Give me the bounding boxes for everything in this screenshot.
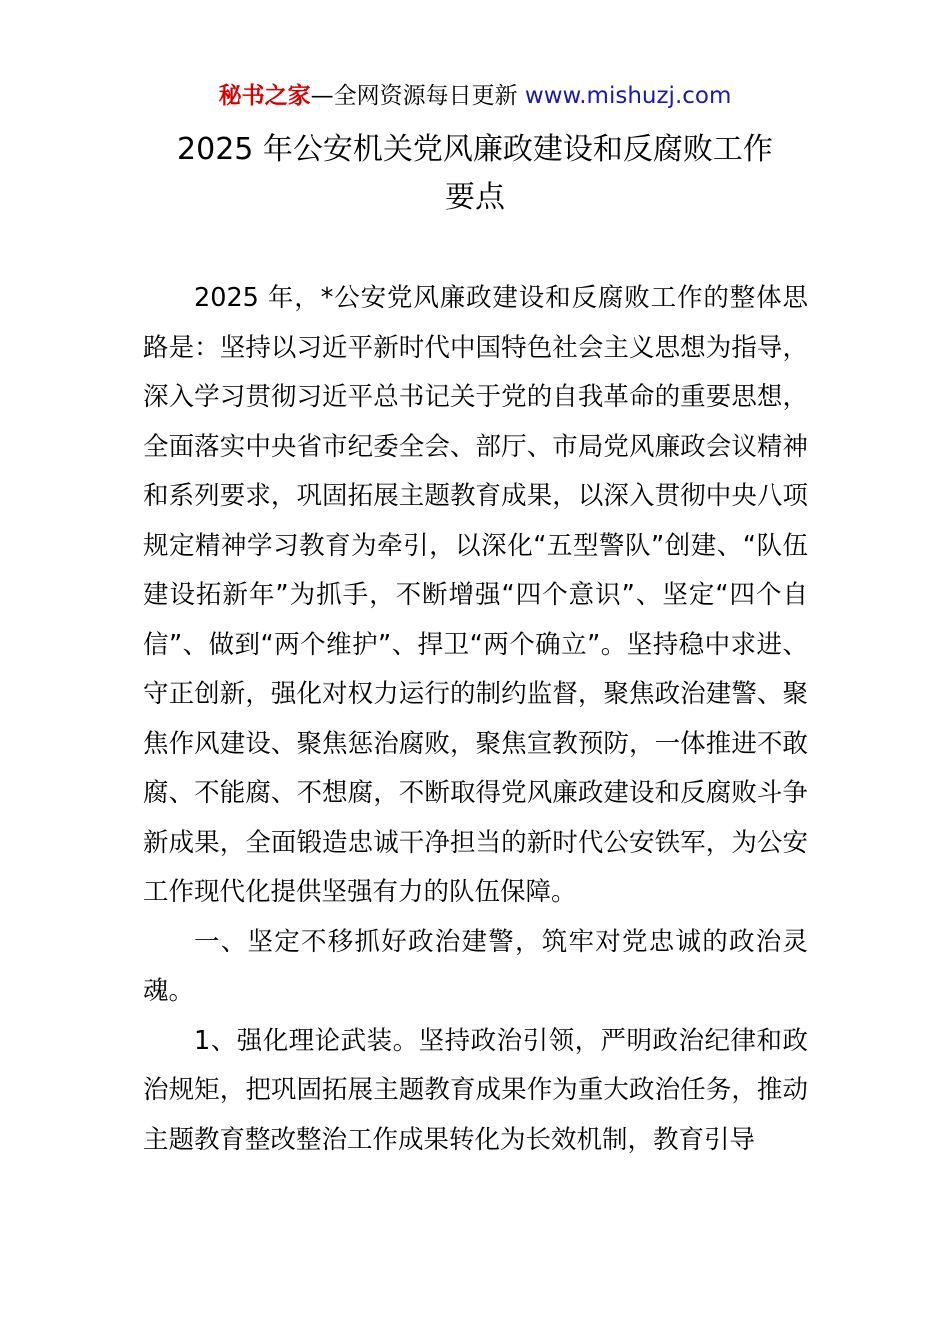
document-title-line2: 要点 — [445, 180, 505, 215]
body-paragraph-intro: 2025 年，*公安党风廉政建设和反腐败工作的整体思路是：坚持以习近平新时代中国特色社会主义思想为指导，深入学习贯彻习近平总书记关于党的自我革命的重要思想，全面落实中央省市纪委全会、部厅、市局党风廉政会议精神和系列要求，巩固拓展主题教育成果，以深入贯彻中央八项规定精神学习教育为牵引，以深化“五型警队”创建、“队伍建设拓新年”为抓手，不断增强“四个意识”、坚定“四个自信”、做到“两个维护”、捍卫“两个确立”。坚持稳中求进、守正创新，强化对权力运行的制约监督，聚焦政治建警、聚焦作风建设、聚焦惩治腐败，聚焦宣教预防，一体推进不敢腐、不能腐、不想腐，不断取得党风廉政建设和反腐败斗争新成果，全面锻造忠诚干净担当的新时代公安铁军，为公安工作现代化提供坚强有力的队伍保障。 — [143, 283, 808, 907]
document-title-line1: 2025 年公安机关党风廉政建设和反腐败工作 — [177, 132, 773, 167]
banner-tagline: —全网资源每日更新 — [310, 83, 525, 109]
site-banner — [0, 80, 950, 112]
banner-url-link[interactable]: www.mishuzj.com — [524, 83, 732, 109]
document-body — [143, 274, 808, 1165]
body-heading-section-1: 一、坚定不移抓好政治建警，筑牢对党忠诚的政治灵魂。 — [143, 926, 808, 1006]
banner-brand: 秘书之家 — [218, 83, 311, 109]
body-paragraph-item-1: 1、强化理论武装。坚持政治引领，严明政治纪律和政治规矩，把巩固拓展主题教育成果作为重大政治任务，推动主题教育整改整治工作成果转化为长效机制，教育引导 — [143, 1025, 808, 1155]
document-title — [120, 126, 830, 222]
